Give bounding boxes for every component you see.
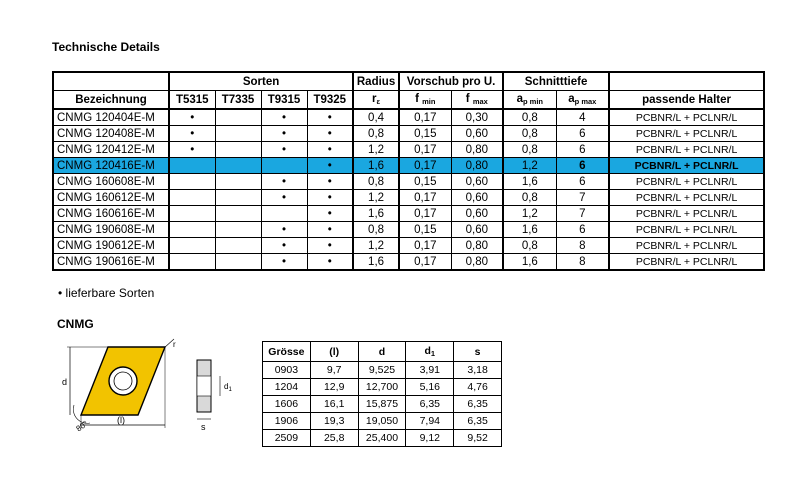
cell-bezeichnung: CNMG 160612E-M bbox=[53, 190, 169, 206]
angle-label: 80° bbox=[74, 419, 90, 434]
dims-cell-groesse: 1606 bbox=[263, 396, 311, 413]
header-ap-max: $a_{p max}$ bbox=[556, 91, 609, 110]
header-sorte-4: T9325 bbox=[307, 91, 353, 110]
cell-bezeichnung: CNMG 190612E-M bbox=[53, 238, 169, 254]
cell-bezeichnung: CNMG 120416E-M bbox=[53, 158, 169, 174]
cell-sorte-availability: • bbox=[261, 142, 307, 158]
cell-sorte-availability bbox=[169, 158, 215, 174]
dims-cell-d: 19,050 bbox=[358, 413, 406, 430]
cell-ap-max: 7 bbox=[556, 190, 609, 206]
dims-cell-l: 25,8 bbox=[310, 430, 358, 447]
cell-sorte-availability bbox=[215, 190, 261, 206]
cell-halter: PCBNR/L + PCLNR/L bbox=[609, 222, 764, 238]
cell-sorte-availability: • bbox=[169, 142, 215, 158]
dims-header-d1: $d_1$ bbox=[406, 342, 454, 362]
cell-radius: 0,4 bbox=[353, 109, 399, 126]
cell-ap-max: 6 bbox=[556, 158, 609, 174]
cell-sorte-availability bbox=[215, 222, 261, 238]
cell-ap-min: 0,8 bbox=[503, 109, 556, 126]
cell-sorte-availability bbox=[169, 238, 215, 254]
cell-bezeichnung: CNMG 120408E-M bbox=[53, 126, 169, 142]
dims-row bbox=[263, 430, 502, 447]
cell-f-max: 0,30 bbox=[451, 109, 503, 126]
cell-f-min: 0,17 bbox=[399, 109, 451, 126]
technical-details-table bbox=[52, 71, 765, 271]
cell-sorte-availability: • bbox=[169, 126, 215, 142]
cell-sorte-availability bbox=[261, 206, 307, 222]
cell-bezeichnung: CNMG 190608E-M bbox=[53, 222, 169, 238]
cell-sorte-availability: • bbox=[307, 142, 353, 158]
cell-sorte-availability bbox=[215, 109, 261, 126]
cell-f-min: 0,17 bbox=[399, 238, 451, 254]
dims-row bbox=[263, 362, 502, 379]
cell-f-max: 0,60 bbox=[451, 126, 503, 142]
cell-sorte-availability bbox=[169, 190, 215, 206]
cell-sorte-availability: • bbox=[261, 174, 307, 190]
cell-sorte-availability bbox=[215, 126, 261, 142]
cell-ap-min: 0,8 bbox=[503, 190, 556, 206]
cell-f-max: 0,60 bbox=[451, 206, 503, 222]
dims-header-l: (l) bbox=[310, 342, 358, 362]
cell-ap-max: 7 bbox=[556, 206, 609, 222]
dims-cell-d: 9,525 bbox=[358, 362, 406, 379]
table-row bbox=[53, 109, 764, 126]
insert-top-view bbox=[62, 339, 176, 433]
dims-cell-s: 6,35 bbox=[454, 396, 502, 413]
cell-radius: 1,2 bbox=[353, 142, 399, 158]
insert-title: CNMG bbox=[57, 317, 94, 331]
dims-cell-l: 9,7 bbox=[310, 362, 358, 379]
dims-cell-l: 12,9 bbox=[310, 379, 358, 396]
group-header-radius: Radius bbox=[353, 72, 399, 91]
cell-radius: 1,6 bbox=[353, 158, 399, 174]
dims-cell-groesse: 2509 bbox=[263, 430, 311, 447]
cell-sorte-availability: • bbox=[261, 222, 307, 238]
cell-halter: PCBNR/L + PCLNR/L bbox=[609, 238, 764, 254]
header-bezeichnung: Bezeichnung bbox=[53, 91, 169, 110]
dims-cell-d: 12,700 bbox=[358, 379, 406, 396]
cell-sorte-availability: • bbox=[261, 109, 307, 126]
header-f-min: f $_{min}$ bbox=[399, 91, 451, 110]
cell-ap-min: 0,8 bbox=[503, 238, 556, 254]
dims-cell-groesse: 1204 bbox=[263, 379, 311, 396]
dims-cell-d1: 7,94 bbox=[406, 413, 454, 430]
cell-sorte-availability: • bbox=[307, 174, 353, 190]
group-header-vorschub: Vorschub pro U. bbox=[399, 72, 503, 91]
cell-ap-min: 1,6 bbox=[503, 174, 556, 190]
cell-ap-min: 0,8 bbox=[503, 126, 556, 142]
cell-sorte-availability: • bbox=[169, 109, 215, 126]
cell-sorte-availability bbox=[215, 206, 261, 222]
cell-sorte-availability bbox=[169, 206, 215, 222]
d-label: d bbox=[62, 377, 68, 387]
dims-header-d: d bbox=[358, 342, 406, 362]
cell-radius: 0,8 bbox=[353, 126, 399, 142]
header-sorte-2: T7335 bbox=[215, 91, 261, 110]
cell-sorte-availability: • bbox=[307, 254, 353, 271]
cell-ap-min: 0,8 bbox=[503, 142, 556, 158]
header-sorte-3: T9315 bbox=[261, 91, 307, 110]
section-title: Technische Details bbox=[52, 40, 160, 54]
cell-f-max: 0,60 bbox=[451, 190, 503, 206]
cell-f-min: 0,17 bbox=[399, 190, 451, 206]
insert-drawing bbox=[60, 335, 240, 435]
dims-cell-d1: 5,16 bbox=[406, 379, 454, 396]
cell-f-max: 0,80 bbox=[451, 254, 503, 271]
cell-halter: PCBNR/L + PCLNR/L bbox=[609, 174, 764, 190]
cell-radius: 1,6 bbox=[353, 206, 399, 222]
cell-f-max: 0,80 bbox=[451, 238, 503, 254]
cell-f-min: 0,17 bbox=[399, 158, 451, 174]
cell-bezeichnung: CNMG 160608E-M bbox=[53, 174, 169, 190]
cell-sorte-availability: • bbox=[307, 190, 353, 206]
s-label: s bbox=[201, 422, 206, 432]
cell-f-min: 0,17 bbox=[399, 206, 451, 222]
cell-ap-min: 1,2 bbox=[503, 158, 556, 174]
cell-ap-max: 6 bbox=[556, 174, 609, 190]
cell-sorte-availability: • bbox=[261, 126, 307, 142]
cell-sorte-availability bbox=[215, 254, 261, 271]
cell-sorte-availability bbox=[261, 158, 307, 174]
cell-sorte-availability bbox=[215, 174, 261, 190]
dims-row bbox=[263, 396, 502, 413]
dims-cell-d1: 3,91 bbox=[406, 362, 454, 379]
cell-ap-min: 1,2 bbox=[503, 206, 556, 222]
cell-radius: 1,6 bbox=[353, 254, 399, 271]
dimensions-table bbox=[262, 341, 502, 447]
availability-note: • lieferbare Sorten bbox=[58, 286, 155, 300]
cell-ap-max: 6 bbox=[556, 126, 609, 142]
cell-bezeichnung: CNMG 190616E-M bbox=[53, 254, 169, 271]
dims-row bbox=[263, 379, 502, 396]
cell-sorte-availability bbox=[215, 158, 261, 174]
r-label: r bbox=[173, 340, 176, 349]
dims-cell-d: 25,400 bbox=[358, 430, 406, 447]
table-row bbox=[53, 158, 764, 174]
dims-cell-s: 4,76 bbox=[454, 379, 502, 396]
side-view-bore bbox=[197, 376, 211, 396]
cell-f-min: 0,17 bbox=[399, 254, 451, 271]
cell-f-max: 0,80 bbox=[451, 142, 503, 158]
dims-cell-groesse: 1906 bbox=[263, 413, 311, 430]
cell-sorte-availability bbox=[169, 174, 215, 190]
header-f-max: f $_{max}$ bbox=[451, 91, 503, 110]
cell-halter: PCBNR/L + PCLNR/L bbox=[609, 190, 764, 206]
dims-cell-l: 16,1 bbox=[310, 396, 358, 413]
header-halter: passende Halter bbox=[609, 91, 764, 110]
insert-hole bbox=[109, 367, 137, 395]
table-row bbox=[53, 190, 764, 206]
l-label: (l) bbox=[117, 415, 125, 425]
dims-cell-d1: 9,12 bbox=[406, 430, 454, 447]
cell-f-max: 0,80 bbox=[451, 158, 503, 174]
dims-cell-d1: 6,35 bbox=[406, 396, 454, 413]
cell-halter: PCBNR/L + PCLNR/L bbox=[609, 206, 764, 222]
dims-header-groesse: Grösse bbox=[263, 342, 311, 362]
dims-header-s: s bbox=[454, 342, 502, 362]
dims-cell-d: 15,875 bbox=[358, 396, 406, 413]
cell-f-min: 0,15 bbox=[399, 126, 451, 142]
cell-bezeichnung: CNMG 120412E-M bbox=[53, 142, 169, 158]
cell-radius: 1,2 bbox=[353, 190, 399, 206]
cell-sorte-availability bbox=[215, 142, 261, 158]
group-header-schnitttiefe: Schnitttiefe bbox=[503, 72, 609, 91]
header-sorte-1: T5315 bbox=[169, 91, 215, 110]
dims-cell-s: 9,52 bbox=[454, 430, 502, 447]
cell-ap-max: 4 bbox=[556, 109, 609, 126]
cell-radius: 0,8 bbox=[353, 174, 399, 190]
cell-sorte-availability: • bbox=[307, 109, 353, 126]
corner-cell bbox=[53, 72, 169, 91]
header-radius-symbol: $r_\varepsilon$ bbox=[353, 91, 399, 110]
cell-f-min: 0,15 bbox=[399, 174, 451, 190]
group-header-empty bbox=[609, 72, 764, 91]
cell-sorte-availability bbox=[169, 254, 215, 271]
cell-f-min: 0,17 bbox=[399, 142, 451, 158]
cell-bezeichnung: CNMG 120404E-M bbox=[53, 109, 169, 126]
cell-halter: PCBNR/L + PCLNR/L bbox=[609, 109, 764, 126]
header-ap-min: $a_{p min}$ bbox=[503, 91, 556, 110]
cell-sorte-availability: • bbox=[307, 158, 353, 174]
cell-f-max: 0,60 bbox=[451, 222, 503, 238]
cell-sorte-availability: • bbox=[261, 254, 307, 271]
cell-sorte-availability bbox=[169, 222, 215, 238]
cell-ap-max: 8 bbox=[556, 254, 609, 271]
dims-cell-l: 19,3 bbox=[310, 413, 358, 430]
cell-sorte-availability: • bbox=[307, 222, 353, 238]
insert-side-view bbox=[197, 360, 232, 432]
cell-sorte-availability: • bbox=[261, 238, 307, 254]
cell-ap-max: 8 bbox=[556, 238, 609, 254]
dims-cell-s: 6,35 bbox=[454, 413, 502, 430]
cell-f-min: 0,15 bbox=[399, 222, 451, 238]
table-row bbox=[53, 126, 764, 142]
cell-halter: PCBNR/L + PCLNR/L bbox=[609, 254, 764, 271]
cell-radius: 1,2 bbox=[353, 238, 399, 254]
dims-cell-groesse: 0903 bbox=[263, 362, 311, 379]
table-row bbox=[53, 206, 764, 222]
cell-halter: PCBNR/L + PCLNR/L bbox=[609, 142, 764, 158]
cell-bezeichnung: CNMG 160616E-M bbox=[53, 206, 169, 222]
cell-halter: PCBNR/L + PCLNR/L bbox=[609, 158, 764, 174]
dims-cell-s: 3,18 bbox=[454, 362, 502, 379]
table-row bbox=[53, 174, 764, 190]
table-row bbox=[53, 254, 764, 271]
cell-ap-max: 6 bbox=[556, 142, 609, 158]
cell-sorte-availability: • bbox=[307, 126, 353, 142]
cell-f-max: 0,60 bbox=[451, 174, 503, 190]
cell-sorte-availability bbox=[215, 238, 261, 254]
cell-sorte-availability: • bbox=[307, 238, 353, 254]
d1-label: $d_1$ bbox=[224, 382, 232, 393]
dims-row bbox=[263, 413, 502, 430]
group-header-sorten: Sorten bbox=[169, 72, 353, 91]
cell-radius: 0,8 bbox=[353, 222, 399, 238]
cell-ap-max: 6 bbox=[556, 222, 609, 238]
cell-ap-min: 1,6 bbox=[503, 254, 556, 271]
cell-ap-min: 1,6 bbox=[503, 222, 556, 238]
cell-sorte-availability: • bbox=[307, 206, 353, 222]
table-row bbox=[53, 238, 764, 254]
cell-sorte-availability: • bbox=[261, 190, 307, 206]
table-row bbox=[53, 142, 764, 158]
cell-halter: PCBNR/L + PCLNR/L bbox=[609, 126, 764, 142]
table-row bbox=[53, 222, 764, 238]
